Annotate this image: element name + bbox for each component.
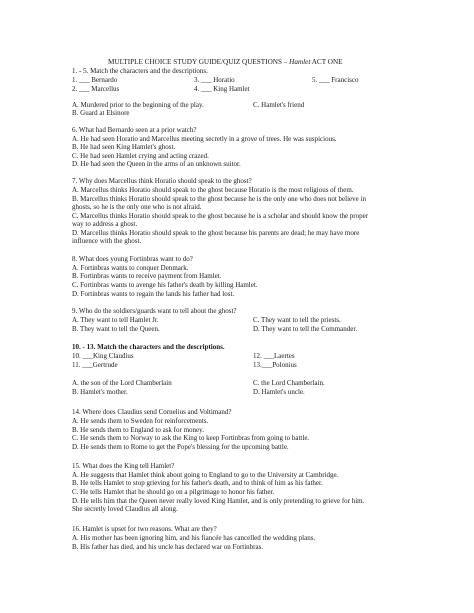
answer-line: D. He tells him that the Queen never really loved King Hamlet, and is only pretending to grieve for him. [72,497,365,505]
answer-line: D. Marcellus thinks Horatio should speak to the ghost because his parents are dead; he may have more [72,229,360,237]
answer-line: She secretly loved Claudius all along. [72,505,178,513]
answer-option: C. He sends them to Norway to ask the King to keep Fortinbras from going to battle. [72,434,310,442]
title-prefix: MULTIPLE CHOICE STUDY GUIDE/QUIZ QUESTIONS – [108,58,290,66]
question-16: 16. Hamlet is upset for two reasons. What are they? [72,525,217,533]
answer-line: ghosts, so he is the only one who is not afraid. [72,203,202,211]
title-suffix: ACT ONE [310,58,343,66]
answer-option: B. Fortinbras wants to receive payment from Hamlet. [72,272,222,280]
answer-option: D. Fortinbras wants to regain the lands his father had lost. [72,290,235,298]
answer-line: way to address a ghost. [72,220,138,228]
answer-option: C. They want to tell the priests. [253,316,341,324]
match-item: 13.___Polonius [253,361,297,369]
match-item: 4. ___ King Hamlet [194,85,250,93]
match-option: D. Hamlet's uncle. [253,388,305,396]
answer-option: A. Fortinbras wants to conquer Denmark. [72,264,189,272]
answer-option: D. He sends them to Rome to get the Pope's blessing for the upcoming battle. [72,443,289,451]
question-9: 9. Who do the soldiers/guards want to tell about the ghost? [72,307,237,315]
answer-line: C. Marcellus thinks Horatio should speak to the ghost because he is a scholar and should know the proper [72,212,369,220]
match-option: B. Guard at Elsinore [72,109,130,117]
question-14: 14. Where does Claudius send Cornelius and Voltimand? [72,408,232,416]
answer-option: B. They want to tell the Queen. [72,325,160,333]
answer-line: B. Marcellus thinks Horatio should speak to the ghost because he is the only one who does not believe in [72,195,366,203]
match-item: 11. ___Gertrude [72,361,118,369]
match-option: A. Murdered prior to the beginning of the play. [72,101,204,109]
match-item: 1. ___ Bernardo [72,76,118,84]
answer-line: influence with the ghost. [72,237,142,245]
answer-line: A. He suggests that Hamlet think about going to England to go to the University at Cambridge. [72,471,339,479]
question-8: 8. What does young Fortinbras want to do? [72,255,193,263]
page-title [108,58,343,66]
match-option: C. Hamlet's friend [253,101,305,109]
match-item: 10. ___King Claudius [72,352,134,360]
match-option: B. Hamlet's mother. [72,388,128,396]
answer-option: C. He had seen Hamlet crying and acting crazed. [72,152,209,160]
section1-instruction: 1. - 5. Match the characters and the descriptions. [72,67,208,75]
question-7: 7. Why does Marcellus think Horatio should speak to the ghost? [72,177,252,185]
answer-option: A. His mother has been ignoring him, and his fiancée has cancelled the wedding plans. [72,534,316,542]
answer-option: C. Fortinbras wants to avenge his father's death by killing Hamlet. [72,281,258,289]
answer-option: B. He sends them to England to ask for money. [72,426,204,434]
answer-option: A. They want to tell Hamlet Jr. [72,316,159,324]
answer-line: C. He tells Hamlet that he should go on a pilgrimage to honor his father. [72,488,275,496]
answer-option: A. He had seen Horatio and Marcellus meeting secretly in a grove of trees. He was suspicious. [72,135,337,143]
match-option: C. the Lord Chamberlain. [253,379,325,387]
question-6: 6. What had Bernardo seen at a prior watch? [72,126,197,134]
match-item: 2. ___ Marcellus [72,85,120,93]
answer-option: A. He sends them to Sweden for reinforcements. [72,417,209,425]
answer-option: B. He had seen King Hamlet's ghost. [72,143,176,151]
answer-line: B. He tells Hamlet to stop grieving for his father's death, and to think of him as his father. [72,479,323,487]
answer-option: D. He had seen the Queen in the arms of an unknown suitor. [72,160,241,168]
question-15: 15. What does the King tell Hamlet? [72,462,175,470]
match-item: 12. ___Laertes [253,352,295,360]
match-item: 5. ___ Francisco [312,76,359,84]
match-option: A. the son of the Lord Chamberlain [72,379,172,387]
answer-line: A. Marcellus thinks Horatio should speak to the ghost because Horatio is the most religious of them. [72,186,354,194]
title-play: Hamlet [289,58,311,66]
answer-option: B. His father has died, and his uncle has declared war on Fortinbras. [72,543,264,551]
match-item: 3. ___ Horatio [194,76,235,84]
answer-option: D. They want to tell the Commander. [253,325,358,333]
section2-instruction: 10. - 13. Match the characters and the descriptions. [72,343,225,351]
